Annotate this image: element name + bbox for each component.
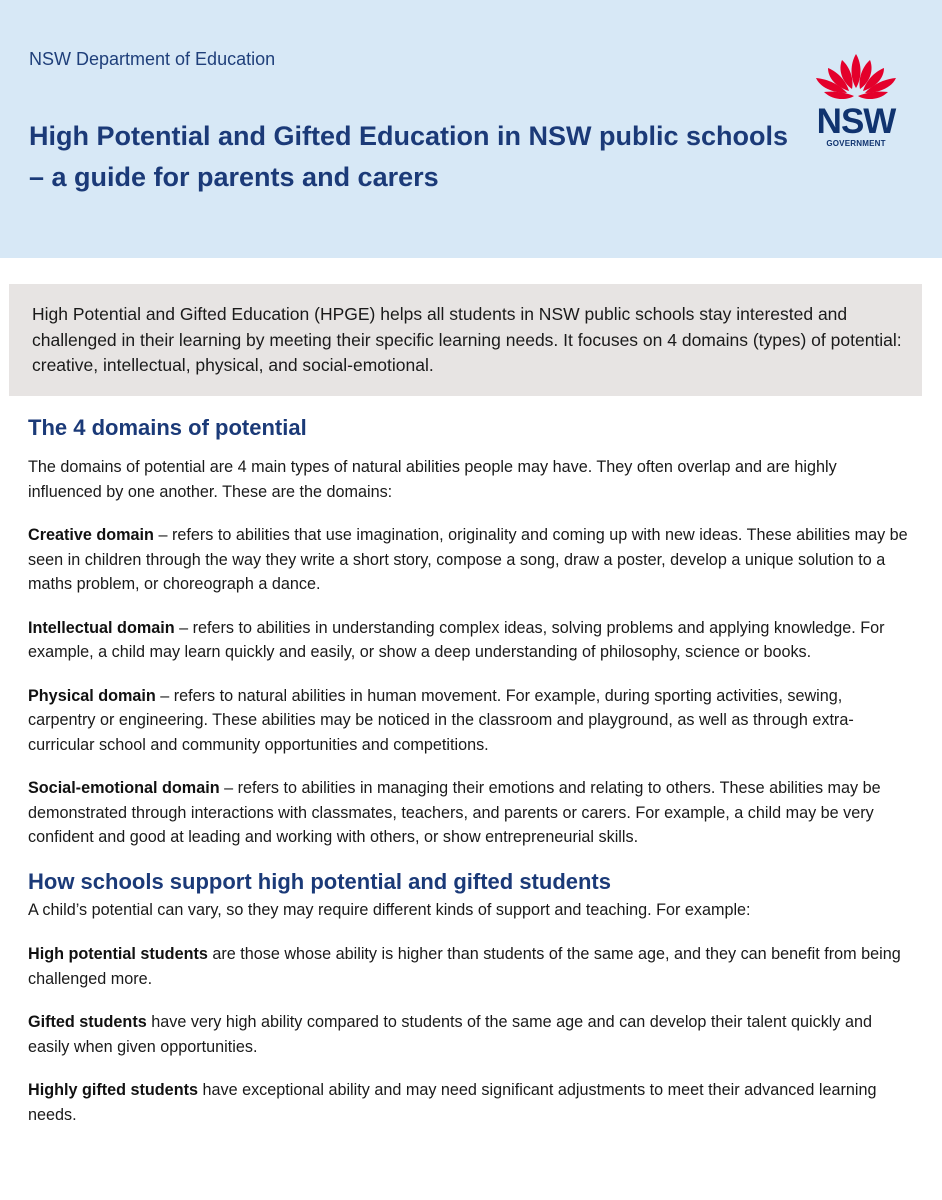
logo-wordmark: NSW [816, 102, 896, 141]
title-line-1: High Potential and Gifted Education in NSW public schools [29, 121, 789, 151]
domain-description: – refers to natural abilities in human movement. For example, during sporting activities, sewing, carpentry or engineering. These abilities may be noticed in the classroom and playground, as well as through extra-curricular school and community opportunities and competitions. [28, 686, 854, 754]
domain-description: – refers to abilities that use imagination, originality and coming up with new ideas. These abilities may be seen in children through the way they write a short story, compose a song, draw a poster, develop a unique solution to a maths problem, or choreograph a dance. [28, 526, 908, 593]
domain-description: – refers to abilities in managing their emotions and relating to others. These abilities may be demonstrated through interactions with classmates, teachers, and parents or carers. For example, a child may be very confident and good at leading and working with others, or show entrepreneurial skills. [28, 779, 881, 846]
domains-intro: The domains of potential are 4 main types of natural abilities people may have. They often overlap and are highly influenced by one another. These are the domains: [28, 458, 837, 501]
main-content [28, 412, 908, 1127]
support-highly-gifted [28, 1078, 908, 1127]
support-intro: A child’s potential can vary, so they may require different kinds of support and teaching. For example: [28, 900, 751, 919]
support-term: Gifted students [28, 1013, 147, 1031]
header-banner [0, 0, 942, 258]
waratah-flower-icon [806, 48, 906, 108]
section-heading-domains: The 4 domains of potential [28, 415, 307, 440]
logo-subtext: GOVERNMENT [826, 139, 886, 148]
support-description: have exceptional ability and may need significant adjustments to meet their advanced learning needs. [28, 1081, 877, 1124]
nsw-government-logo [806, 48, 906, 158]
support-gifted [28, 1010, 908, 1059]
support-description: have very high ability compared to students of the same age and can develop their talent quickly and easily when given opportunities. [28, 1013, 873, 1056]
support-description: are those whose ability is higher than students of the same age, and they can benefit from being challenged more. [28, 945, 901, 988]
intro-text: High Potential and Gifted Education (HPGE) helps all students in NSW public schools stay interested and challenged in their learning by meeting their specific learning needs. It focuses on 4 domains (types) of potential: creative, intellectual, physical, and social-emotional. [32, 304, 902, 375]
intro-box [9, 284, 922, 396]
title-line-2: – a guide for parents and carers [29, 162, 439, 192]
support-term: High potential students [28, 945, 208, 963]
domain-term: Creative domain [28, 526, 154, 544]
support-high-potential [28, 942, 908, 991]
department-name: NSW Department of Education [29, 49, 276, 69]
page-title [29, 116, 799, 198]
support-term: Highly gifted students [28, 1081, 198, 1099]
domain-term: Social-emotional domain [28, 779, 220, 797]
domain-creative [28, 523, 908, 597]
domain-description: – refers to abilities in understanding complex ideas, solving problems and applying knowledge. For example, a child may learn quickly and easily, or show a deep understanding of philosophy, science or books. [28, 618, 885, 661]
domain-term: Intellectual domain [28, 618, 175, 637]
domain-term: Physical domain [28, 686, 156, 705]
domain-social-emotional [28, 776, 908, 850]
section-heading-support: How schools support high potential and gifted students [28, 868, 611, 894]
domain-intellectual [28, 616, 908, 665]
domain-physical [28, 684, 908, 758]
